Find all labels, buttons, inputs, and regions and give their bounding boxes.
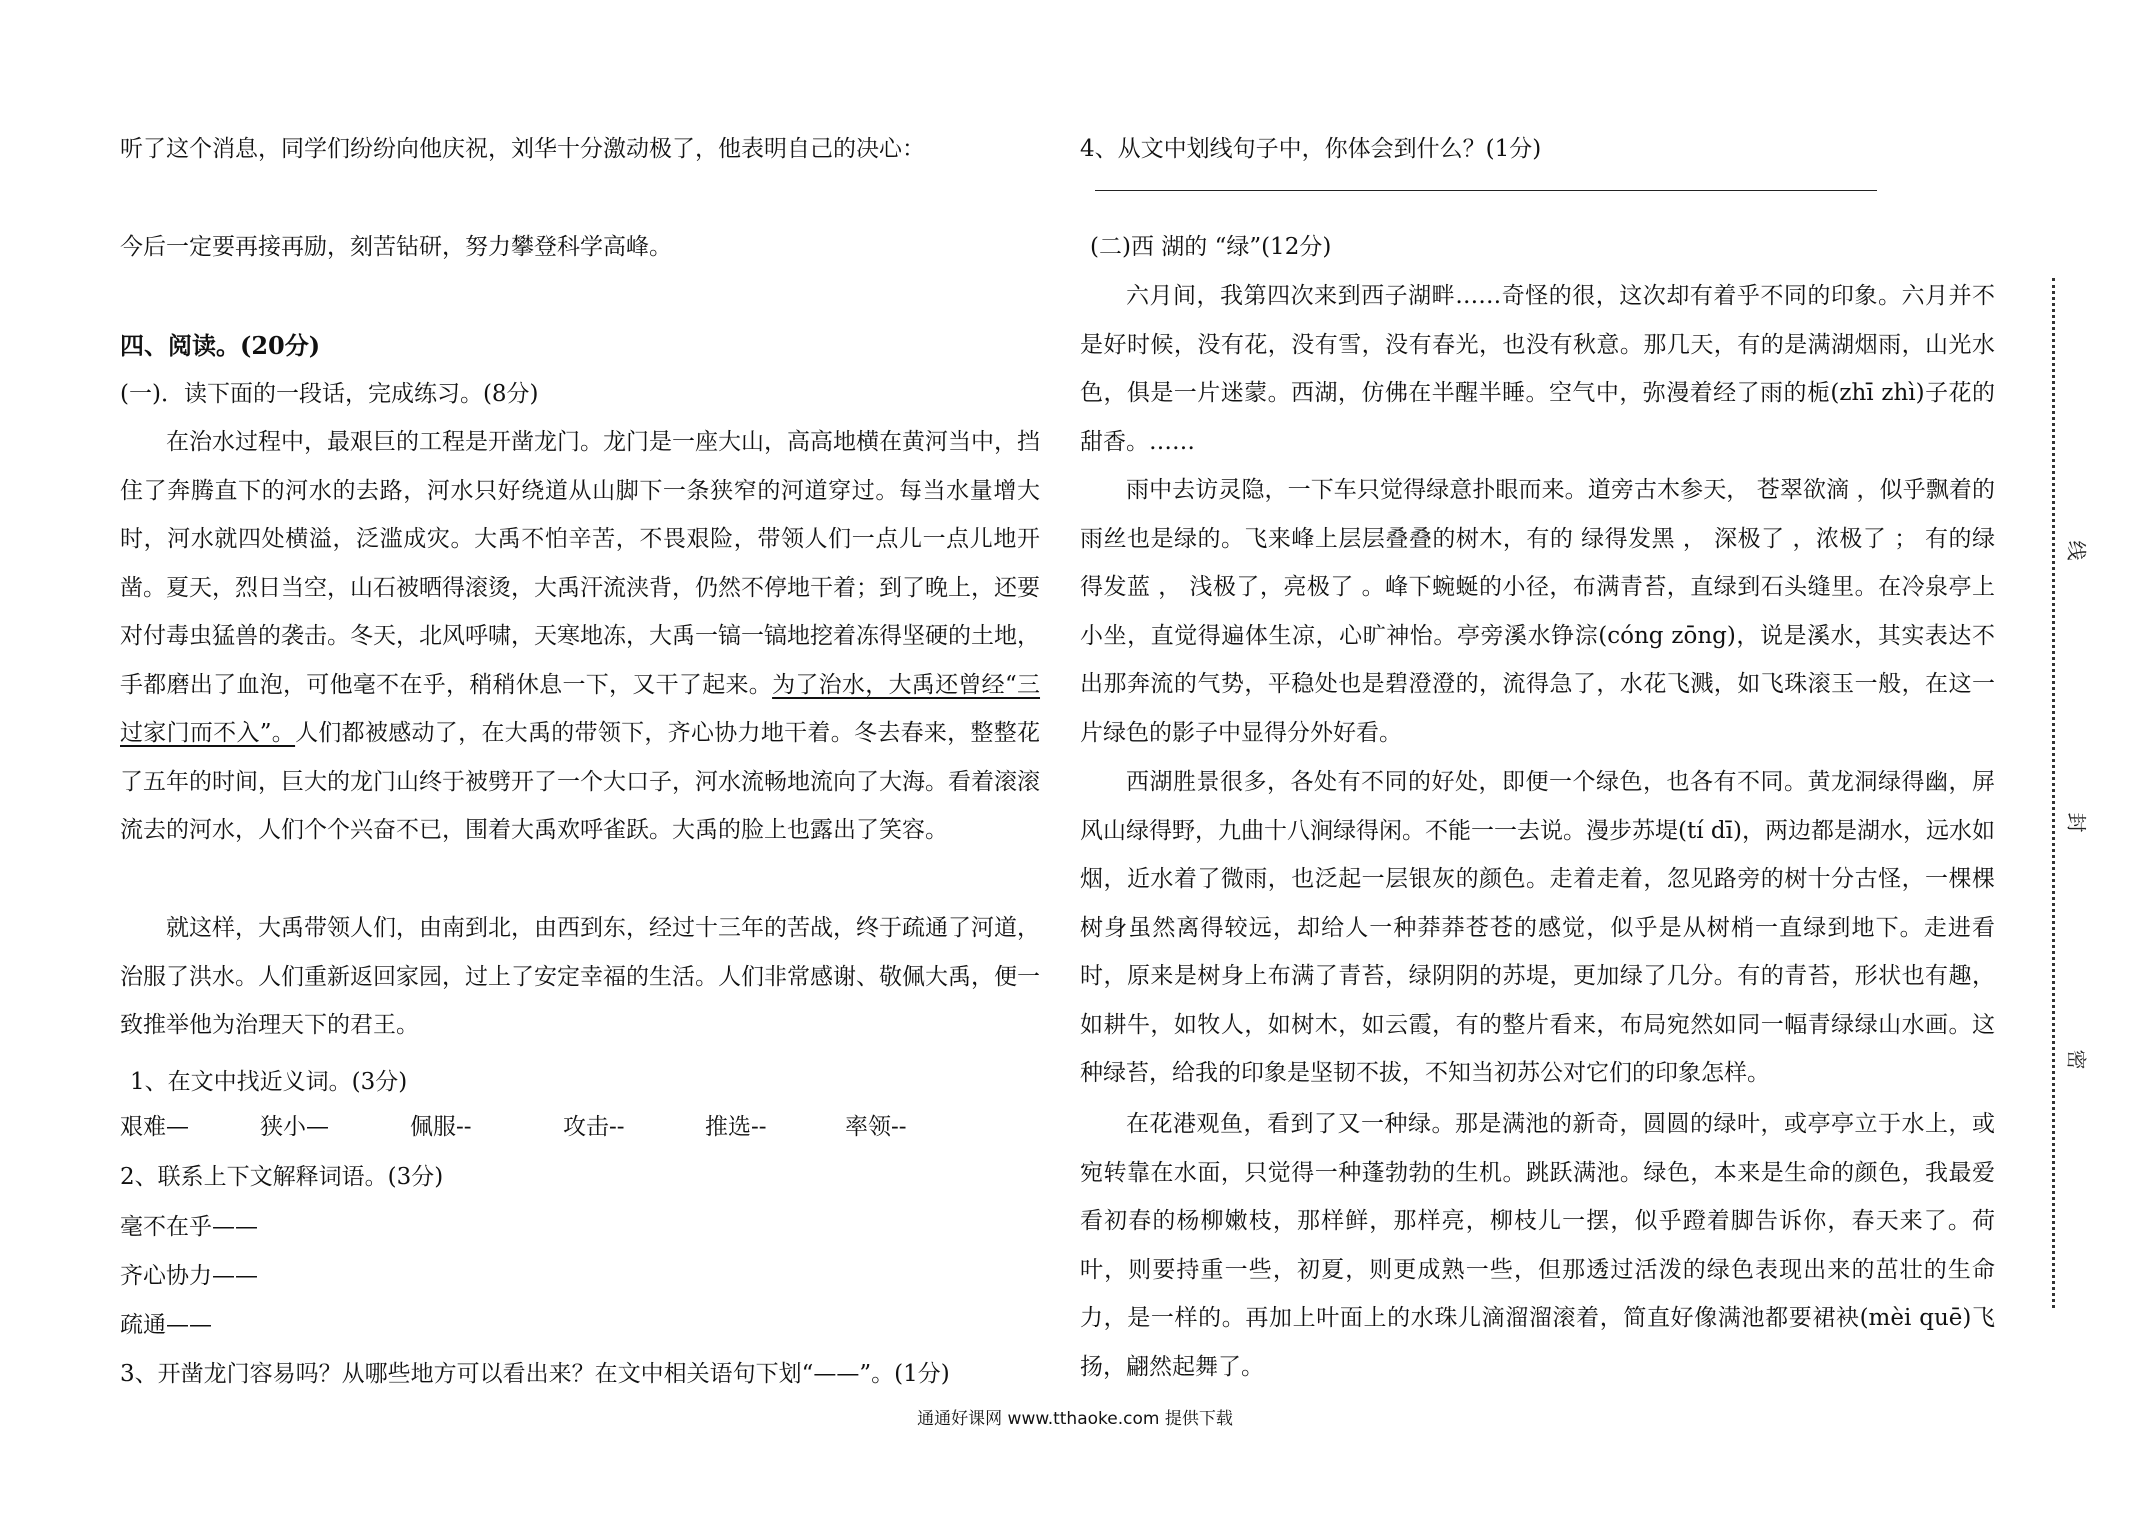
question: 3、开凿龙门容易吗？从哪些地方可以看出来？在文中相关语句下划“——”。(1分) xyxy=(120,1361,950,1387)
question: 1、在文中找近义词。(3分) xyxy=(130,1069,408,1095)
synonym-item: 推选-- xyxy=(705,1114,767,1140)
passage-paragraph xyxy=(120,418,1040,855)
part-title: (一)．读下面的一段话，完成练习。(8分) xyxy=(120,381,539,407)
passage-paragraph: 雨中去访灵隐，一下车只觉得绿意扑眼而来。道旁古木参天， 苍翠欲滴 ，似乎飘着的雨丝也是绿的。飞来峰上层层叠叠的树木，有的 绿得发黑 ， 深极了 ，浓极了 ； 有的绿得发蓝 ， 浅极了，亮极了 。峰下蜿蜒的小径，布满青苔，直绿到石头缝里。在冷泉亭上小坐，直觉得遍体生凉，心旷神怡。亭旁溪水铮淙(cóng zōng)，说是溪水，其实表达不出那奔流的气势，平稳处也是碧澄澄的，流得急了，水花飞溅，如飞珠滚玉一般，在这一片绿色的影子中显得分外好看。 xyxy=(1080,477,1995,746)
definition-item: 疏通—— xyxy=(120,1312,212,1338)
passage-paragraph: 六月间，我第四次来到西子湖畔……奇怪的很，这次却有着乎不同的印象。六月并不是好时候，没有花，没有雪，没有春光，也没有秋意。那几天，有的是满湖烟雨，山光水色，俱是一片迷蒙。西湖，仿佛在半醒半睡。空气中，弥漫着经了雨的栀(zhī zhì)子花的甜香。…… xyxy=(1080,283,1995,455)
passage-text: 在治水过程中，最艰巨的工程是开凿龙门。龙门是一座大山，高高地横在黄河当中，挡住了奔腾直下的河水的去路，河水只好绕道从山脚下一条狭窄的河道穿过。每当水量增大时，河水就四处横溢，泛滥成灾。大禹不怕辛苦，不畏艰险，带领人们一点儿一点儿地开凿。夏天，烈日当空，山石被晒得滚烫，大禹汗流浃背，仍然不停地干着；到了晚上，还要对付毒虫猛兽的袭击。冬天，北风呼啸，天寒地冻，大禹一镐一镐地挖着冻得坚硬的土地，手都磨出了血泡，可他毫不在乎，稍稍休息一下，又干了起来。 xyxy=(120,429,1040,698)
definition-item: 齐心协力—— xyxy=(120,1263,258,1289)
synonym-item: 率领-- xyxy=(845,1114,907,1140)
text-line: 听了这个消息，同学们纷纷向他庆祝，刘华十分激动极了，他表明自己的决心： xyxy=(120,136,925,162)
synonym-item: 佩服-- xyxy=(410,1114,472,1140)
binding-dotted-line xyxy=(2052,278,2055,1308)
question: 2、联系上下文解释词语。(3分) xyxy=(120,1164,444,1190)
passage-paragraph: 就这样，大禹带领人们，由南到北，由西到东，经过十三年的苦战，终于疏通了河道，治服了洪水。人们重新返回家园，过上了安定幸福的生活。人们非常感谢、敬佩大禹，便一致推举他为治理天下的君王。 xyxy=(120,915,1040,1038)
text-line: 今后一定要再接再励，刻苦钻研，努力攀登科学高峰。 xyxy=(120,234,672,260)
question: 4、从文中划线句子中，你体会到什么？(1分) xyxy=(1080,136,1542,162)
passage-paragraph: 在花港观鱼，看到了又一种绿。那是满池的新奇，圆圆的绿叶，或亭亭立于水上，或宛转靠在水面，只觉得一种蓬勃勃的生机。跳跃满池。绿色，本来是生命的颜色，我最爱看初春的杨柳嫩枝，那样鲜，那样亮，柳枝儿一摆，似乎蹬着脚告诉你，春天来了。荷叶，则要持重一些，初夏，则更成熟一些，但那透过活泼的绿色表现出来的茁壮的生命力，是一样的。再加上叶面上的水珠儿滴溜溜滚着，简直好像满池都要裙袂(mèi quē)飞扬，翩然起舞了。 xyxy=(1080,1111,1995,1380)
section-title: 四、阅读。(20分) xyxy=(120,331,321,360)
synonym-item: 攻击-- xyxy=(563,1114,625,1140)
binding-char: 线 xyxy=(2064,540,2089,561)
answer-line xyxy=(1095,190,1877,191)
synonym-item: 狭小— xyxy=(260,1114,329,1140)
binding-char: 密 xyxy=(2064,1049,2089,1070)
synonym-item: 艰难— xyxy=(120,1114,189,1140)
synonym-row xyxy=(120,1108,1040,1148)
passage-paragraph: 西湖胜景很多，各处有不同的好处，即便一个绿色，也各有不同。黄龙洞绿得幽，屏风山绿得野，九曲十八涧绿得闲。不能一一去说。漫步苏堤(tí dī)，两边都是湖水，远水如烟，近水着了微雨，也泛起一层银灰的颜色。走着走着，忽见路旁的树十分古怪，一棵棵树身虽然离得较远，却给人一种莽莽苍苍的感觉，似乎是从树梢一直绿到地下。走进看时，原来是树身上布满了青苔，绿阴阴的苏堤，更加绿了几分。有的青苔，形状也有趣，如耕牛，如牧人，如树木，如云霞，有的整片看来，布局宛然如同一幅青绿绿山水画。这种绿苔，给我的印象是坚韧不拔，不知当初苏公对它们的印象怎样。 xyxy=(1080,769,1995,1086)
underlined-sentence: 为了治水，大禹还曾经“三过家门而不入”。 xyxy=(120,671,1041,746)
definition-item: 毫不在乎—— xyxy=(120,1214,258,1240)
part-title: (二)西 湖的 “绿”(12分) xyxy=(1090,234,1332,260)
footer-credit: 通通好课网 www.tthaoke.com 提供下载 xyxy=(917,1409,1233,1429)
passage-text: 人们都被感动了，在大禹的带领下，齐心协力地干着。冬去春来，整整花了五年的时间，巨大的龙门山终于被劈开了一个大口子，河水流畅地流向了大海。看着滚滚流去的河水，人们个个兴奋不已，围着大禹欢呼雀跃。大禹的脸上也露出了笑容。 xyxy=(120,720,1041,843)
binding-char: 封 xyxy=(2064,812,2089,833)
